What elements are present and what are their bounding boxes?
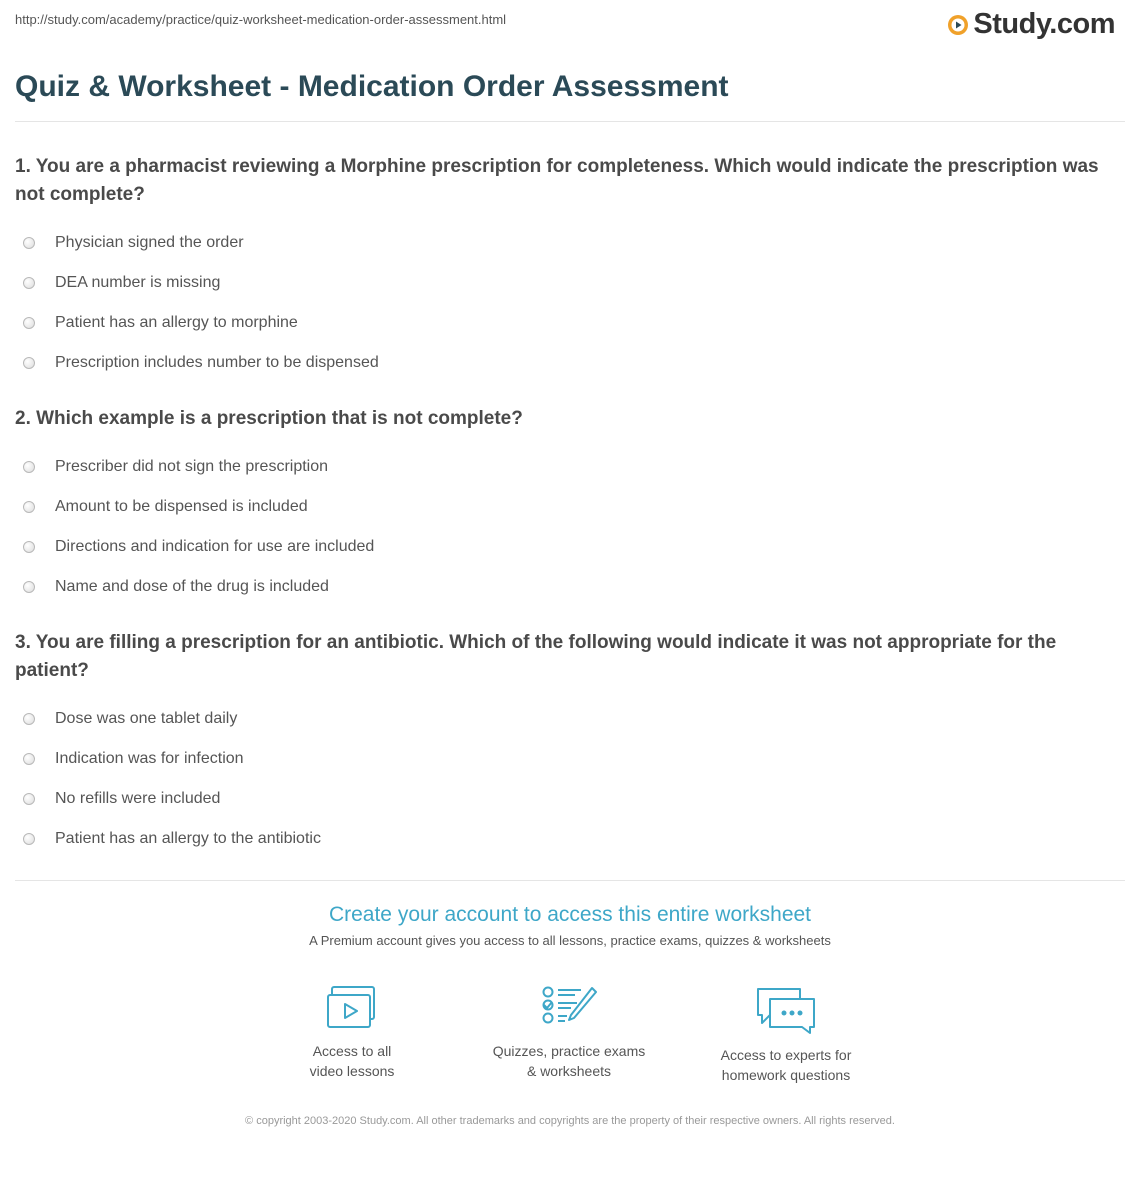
answer-option[interactable] [15, 699, 1125, 739]
radio-button-icon[interactable] [23, 581, 35, 593]
radio-button-icon[interactable] [23, 461, 35, 473]
radio-button-icon[interactable] [23, 357, 35, 369]
radio-button-icon[interactable] [23, 501, 35, 513]
answer-options [15, 223, 1125, 383]
feature-label-line: homework questions [721, 1067, 851, 1083]
question-text: 2. Which example is a prescription that is not complete? [15, 408, 523, 429]
question-3 [15, 629, 1125, 859]
feature-label-line: video lessons [309, 1063, 395, 1079]
page-title: Quiz & Worksheet - Medication Order Assessment [15, 70, 729, 103]
question-2 [15, 405, 1125, 607]
answer-option[interactable] [15, 263, 1125, 303]
cta-subtitle: A Premium account gives you access to all lessons, practice exams, quizzes & worksheets [309, 933, 831, 948]
feature-quizzes [469, 985, 669, 1081]
answer-label: Patient has an allergy to morphine [55, 314, 298, 331]
study-logo[interactable] [947, 8, 1115, 41]
answer-label: Directions and indication for use are included [55, 538, 375, 555]
radio-button-icon[interactable] [23, 237, 35, 249]
feature-label-line: Access to all [312, 1043, 392, 1059]
radio-button-icon[interactable] [23, 277, 35, 289]
answer-option[interactable] [15, 819, 1125, 859]
title-divider [15, 121, 1125, 122]
answer-label: Patient has an allergy to the antibiotic [55, 830, 321, 847]
answer-label: Amount to be dispensed is included [55, 498, 308, 515]
feature-label [686, 1045, 886, 1085]
answer-label: Dose was one tablet daily [55, 710, 238, 727]
answer-option[interactable] [15, 567, 1125, 607]
feature-label-line: Quizzes, practice exams [492, 1043, 646, 1059]
radio-button-icon[interactable] [23, 317, 35, 329]
question-text: 3. You are filling a prescription for an antibiotic. Which of the following would indicate it was not appropriate for the patient? [15, 632, 1057, 681]
answer-option[interactable] [15, 303, 1125, 343]
answer-label: Indication was for infection [55, 750, 244, 767]
answer-option[interactable] [15, 527, 1125, 567]
answer-options [15, 447, 1125, 607]
answer-label: Physician signed the order [55, 234, 244, 251]
answer-label: Prescriber did not sign the prescription [55, 458, 329, 475]
question-text: 1. You are a pharmacist reviewing a Morphine prescription for completeness. Which would indicate the prescription was not complete? [15, 156, 1099, 205]
radio-button-icon[interactable] [23, 713, 35, 725]
top-bar [15, 8, 1125, 42]
video-lesson-icon [326, 985, 378, 1031]
feature-label-line: & worksheets [526, 1063, 612, 1079]
signup-cta [0, 903, 1140, 948]
quiz-checklist-icon [541, 985, 597, 1031]
answer-option[interactable] [15, 447, 1125, 487]
answer-option[interactable] [15, 779, 1125, 819]
answer-options [15, 699, 1125, 859]
logo-text: Study.com [973, 8, 1115, 40]
answer-option[interactable] [15, 487, 1125, 527]
question-1 [15, 153, 1125, 383]
feature-label [252, 1041, 452, 1081]
feature-video-lessons [252, 985, 452, 1081]
page-url: http://study.com/academy/practice/quiz-worksheet-medication-order-assessment.html [15, 12, 507, 27]
feature-experts [686, 985, 886, 1085]
radio-button-icon[interactable] [23, 793, 35, 805]
cta-link[interactable]: Create your account to access this entire worksheet [328, 903, 812, 926]
answer-label: DEA number is missing [55, 274, 221, 291]
answer-label: No refills were included [55, 790, 221, 807]
answer-label: Name and dose of the drug is included [55, 578, 329, 595]
radio-button-icon[interactable] [23, 833, 35, 845]
radio-button-icon[interactable] [23, 541, 35, 553]
cta-divider [15, 880, 1125, 881]
play-logo-icon [947, 14, 969, 36]
feature-label-line: Access to experts for [720, 1047, 852, 1063]
answer-option[interactable] [15, 739, 1125, 779]
answer-label: Prescription includes number to be dispensed [55, 354, 379, 371]
answer-option[interactable] [15, 223, 1125, 263]
feature-label [469, 1041, 669, 1081]
copyright-notice: © copyright 2003-2020 Study.com. All other trademarks and copyrights are the property of their respective owners. All rights reserved. [245, 1115, 895, 1127]
radio-button-icon[interactable] [23, 753, 35, 765]
chat-bubbles-icon [754, 985, 818, 1035]
answer-option[interactable] [15, 343, 1125, 383]
